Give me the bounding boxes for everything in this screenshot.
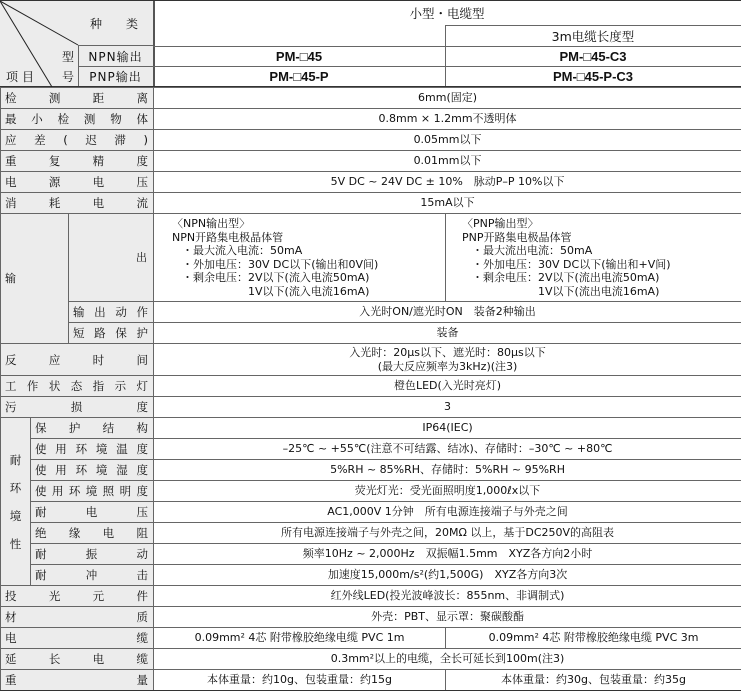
row-value: –25℃ ~ +55℃(注意不可结露、结冰)、存储时：–30℃ ~ +80℃ bbox=[154, 439, 741, 460]
row-label: 使用环境温度 bbox=[31, 439, 154, 460]
row-label: 耐冲击 bbox=[31, 565, 154, 586]
table-row bbox=[1, 481, 741, 502]
output-group-label: 输 bbox=[1, 214, 69, 344]
table-row bbox=[1, 376, 741, 397]
row-value: 0.05mm以下 bbox=[154, 130, 741, 151]
pnp-output-spec: 〈PNP输出型〉 PNP开路集电极晶体管 ・最大流出电流：50mA ・外加电压：30V DC以下(输出和+V间) ・剩余电压：2V以下(流出电流50mA) 1V以下(流出电流16mA) bbox=[446, 214, 741, 302]
env-group-label: 耐 环 境 性 bbox=[1, 418, 31, 586]
spec-table bbox=[0, 87, 741, 691]
item-label: 项目 bbox=[2, 66, 42, 86]
row-value: 6mm(固定) bbox=[154, 88, 741, 109]
table-row bbox=[1, 565, 741, 586]
row-value: 荧光灯光：受光面照明度1,000ℓx以下 bbox=[154, 481, 741, 502]
table-row bbox=[1, 397, 741, 418]
row-label: 最小检测物体 bbox=[1, 109, 154, 130]
row-value: 3 bbox=[154, 397, 741, 418]
row-value: 装备 bbox=[154, 323, 741, 344]
model-label-1: 型 bbox=[58, 46, 78, 66]
model-npn-c3: PM-□45-C3 bbox=[445, 46, 741, 66]
table-row bbox=[1, 544, 741, 565]
table-row bbox=[1, 130, 741, 151]
row-label: 使用环境湿度 bbox=[31, 460, 154, 481]
table-row bbox=[1, 439, 741, 460]
row-label: 检测距离 bbox=[1, 88, 154, 109]
row-value: 所有电源连接端子与外壳之间，20MΩ 以上，基于DC250V的高阻表 bbox=[154, 523, 741, 544]
model-pnp-c3: PM-□45-P-C3 bbox=[445, 66, 741, 86]
row-value: 橙色LED(入光时亮灯) bbox=[154, 376, 741, 397]
model-npn: PM-□45 bbox=[153, 46, 445, 66]
row-value: 加速度15,000m/s²(约1,500G) XYZ各方向3次 bbox=[154, 565, 741, 586]
row-label: 电缆 bbox=[1, 628, 154, 649]
row-value: 本体重量：约30g、包装重量：约35g bbox=[446, 670, 741, 691]
row-label: 耐振动 bbox=[31, 544, 154, 565]
table-row bbox=[1, 523, 741, 544]
table-row bbox=[1, 323, 741, 344]
row-label: 反应时间 bbox=[1, 344, 154, 376]
row-label: 保护结构 bbox=[31, 418, 154, 439]
row-value: 0.09mm² 4芯 附带橡胶绝缘电缆 PVC 1m bbox=[154, 628, 446, 649]
output-label-end: 出 bbox=[69, 214, 154, 302]
table-row bbox=[1, 302, 741, 323]
row-value: 0.3mm²以上的电缆，全长可延长到100m(注3) bbox=[154, 649, 741, 670]
row-label: 使用环境照明度 bbox=[31, 481, 154, 502]
table-row bbox=[1, 502, 741, 523]
series-title: 小型・电缆型 bbox=[153, 1, 741, 25]
row-label: 电源电压 bbox=[1, 172, 154, 193]
row-label: 污损度 bbox=[1, 397, 154, 418]
row-value: 外壳：PBT、显示罩：聚碳酸酯 bbox=[154, 607, 741, 628]
table-header bbox=[0, 0, 741, 87]
row-value: 5V DC ~ 24V DC ± 10% 脉动P–P 10%以下 bbox=[154, 172, 741, 193]
row-value: 0.8mm × 1.2mm不透明体 bbox=[154, 109, 741, 130]
row-label: 绝缘电阻 bbox=[31, 523, 154, 544]
table-row bbox=[1, 344, 741, 376]
row-value: 红外线LED(投光波峰波长：855nm、非调制式) bbox=[154, 586, 741, 607]
table-row bbox=[1, 628, 741, 649]
npn-output-label: NPN输出 bbox=[78, 46, 153, 66]
table-row bbox=[1, 109, 741, 130]
row-value: 5%RH ~ 85%RH、存储时：5%RH ~ 95%RH bbox=[154, 460, 741, 481]
row-value: 入光时：20μs以下、遮光时：80μs以下 (最大反应频率为3kHz)(注3) bbox=[154, 344, 741, 376]
row-label: 消耗电流 bbox=[1, 193, 154, 214]
table-row bbox=[1, 151, 741, 172]
row-label: 材质 bbox=[1, 607, 154, 628]
table-row bbox=[1, 649, 741, 670]
table-row bbox=[1, 607, 741, 628]
model-pnp: PM-□45-P bbox=[153, 66, 445, 86]
row-label: 重复精度 bbox=[1, 151, 154, 172]
row-label: 重量 bbox=[1, 670, 154, 691]
row-value: 0.09mm² 4芯 附带橡胶绝缘电缆 PVC 3m bbox=[446, 628, 741, 649]
table-row bbox=[1, 460, 741, 481]
kind-label: 种 类 bbox=[78, 1, 153, 45]
model-label-2: 号 bbox=[58, 66, 78, 86]
pnp-output-label: PNP输出 bbox=[78, 66, 153, 86]
row-label: 工作状态指示灯 bbox=[1, 376, 154, 397]
row-label: 耐电压 bbox=[31, 502, 154, 523]
row-value: 0.01mm以下 bbox=[154, 151, 741, 172]
row-value: 频率10Hz ~ 2,000Hz 双振幅1.5mm XYZ各方向2小时 bbox=[154, 544, 741, 565]
row-value: IP64(IEC) bbox=[154, 418, 741, 439]
table-row bbox=[1, 586, 741, 607]
row-value: 本体重量：约10g、包装重量：约15g bbox=[154, 670, 446, 691]
table-row bbox=[1, 88, 741, 109]
table-row bbox=[1, 418, 741, 439]
table-row bbox=[1, 670, 741, 691]
row-label: 应差(迟滞) bbox=[1, 130, 154, 151]
npn-output-spec: 〈NPN输出型〉 NPN开路集电极晶体管 ・最大流入电流：50mA ・外加电压：30V DC以下(输出和0V间) ・剩余电压：2V以下(流入电流50mA) 1V以下(流入电流16mA) bbox=[154, 214, 446, 302]
table-row bbox=[1, 172, 741, 193]
row-label: 投光元件 bbox=[1, 586, 154, 607]
table-row bbox=[1, 214, 741, 302]
row-value: 15mA以下 bbox=[154, 193, 741, 214]
row-value: AC1,000V 1分钟 所有电源连接端子与外壳之间 bbox=[154, 502, 741, 523]
cable-3m-title: 3m电缆长度型 bbox=[445, 25, 741, 46]
row-value: 入光时ON/遮光时ON 装备2种输出 bbox=[154, 302, 741, 323]
table-row bbox=[1, 193, 741, 214]
row-label: 延长电缆 bbox=[1, 649, 154, 670]
row-label: 短路保护 bbox=[69, 323, 154, 344]
row-label: 输出动作 bbox=[69, 302, 154, 323]
